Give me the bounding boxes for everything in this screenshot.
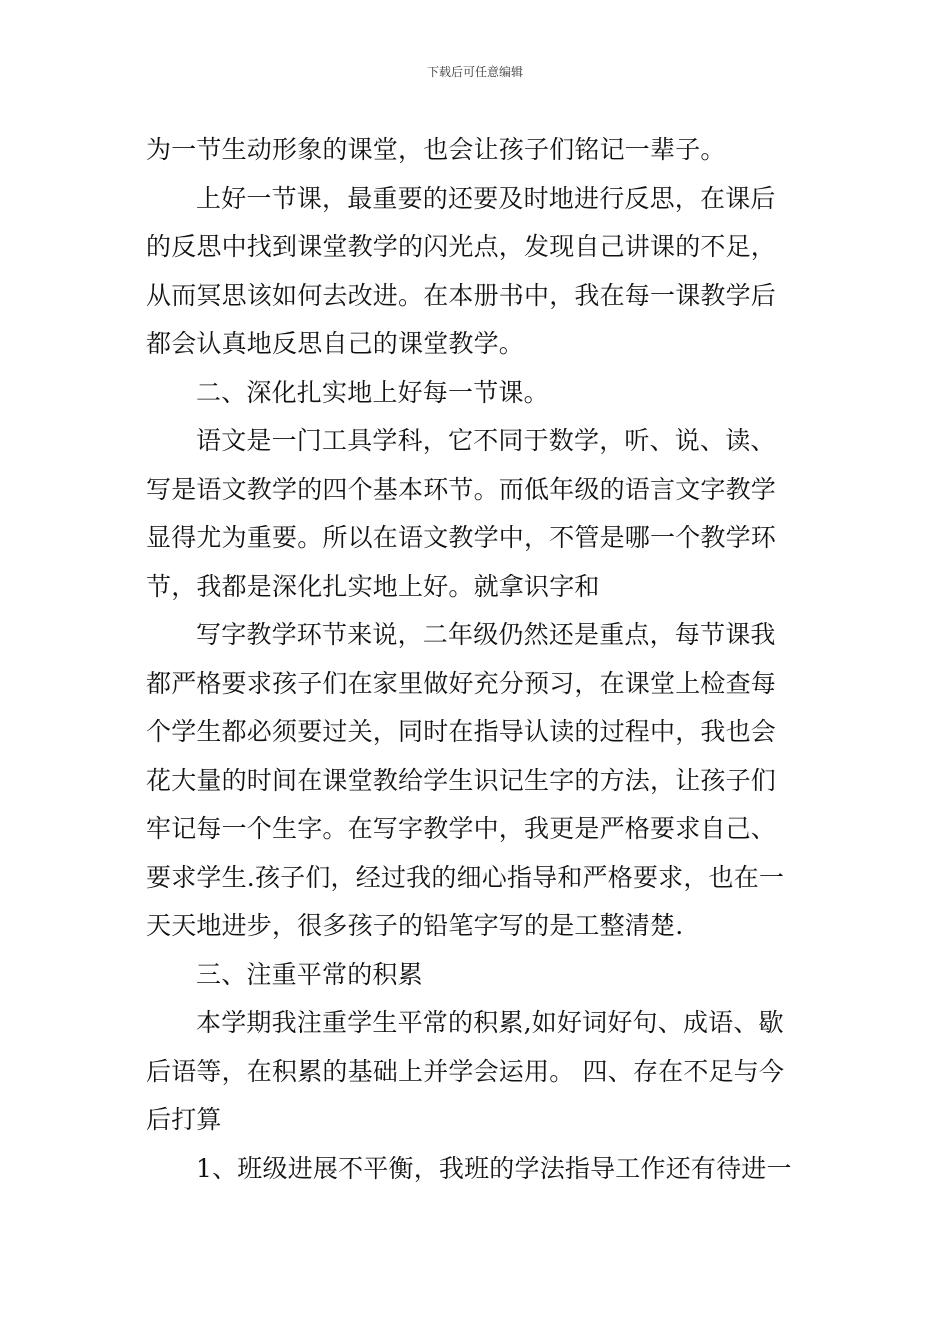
text-line-2: 上好一节课，最重要的还要及时地进行反思，在课后 bbox=[196, 183, 776, 213]
text-line-1: 为一节生动形象的课堂，也会让孩子们铭记一辈子。 bbox=[146, 135, 726, 164]
text-line-22: 1、班级进展不平衡，我班的学法指导工作还有待进一 bbox=[196, 1153, 792, 1183]
text-line-7: 语文是一门工具学科，它不同于数学，听、说、读、 bbox=[196, 426, 776, 455]
text-line-4: 从而冥思该如何去改进。在本册书中，我在每一课教学后 bbox=[146, 280, 777, 310]
text-line-8: 写是语文教学的四个基本环节。而低年级的语言文字教学 bbox=[146, 474, 777, 504]
text-line-19: 本学期我注重学生平常的积累,如好词好句、成语、歇 bbox=[196, 1008, 784, 1037]
text-line-14: 花大量的时间在课堂教给学生识记生字的方法，让孩子们 bbox=[146, 765, 777, 795]
text-line-12: 都严格要求孩子们在家里做好充分预习，在课堂上检查每 bbox=[146, 668, 777, 698]
text-line-20: 后语等，在积累的基础上并学会运用。 四、存在不足与今 bbox=[146, 1056, 785, 1086]
text-line-21: 后打算 bbox=[146, 1105, 222, 1134]
text-line-9: 显得尤为重要。所以在语文教学中，不管是哪一个教学环 bbox=[146, 523, 777, 552]
text-line-5: 都会认真地反思自己的课堂教学。 bbox=[146, 329, 525, 358]
section-heading-3: 三、注重平常的积累 bbox=[196, 959, 423, 989]
text-line-11: 写字教学环节来说，二年级仍然还是重点，每节课我 bbox=[196, 620, 776, 649]
text-line-10: 节，我都是深化扎实地上好。就拿识字和 bbox=[146, 571, 600, 601]
text-line-13: 个学生都必须要过关，同时在指导认读的过程中，我也会 bbox=[146, 717, 777, 746]
section-heading-2: 二、深化扎实地上好每一节课。 bbox=[196, 377, 549, 407]
text-line-16: 要求学生.孩子们，经过我的细心指导和严格要求，也在一 bbox=[146, 862, 785, 892]
page-header: 下载后可任意编辑 bbox=[426, 65, 523, 79]
text-line-17: 天天地进步，很多孩子的铅笔字写的是工整清楚. bbox=[146, 911, 684, 940]
text-line-3: 的反思中找到课堂教学的闪光点，发现自己讲课的不足， bbox=[146, 232, 777, 261]
document-body bbox=[146, 128, 808, 1195]
text-line-15: 牢记每一个生字。在写字教学中，我更是严格要求自己、 bbox=[146, 814, 777, 843]
